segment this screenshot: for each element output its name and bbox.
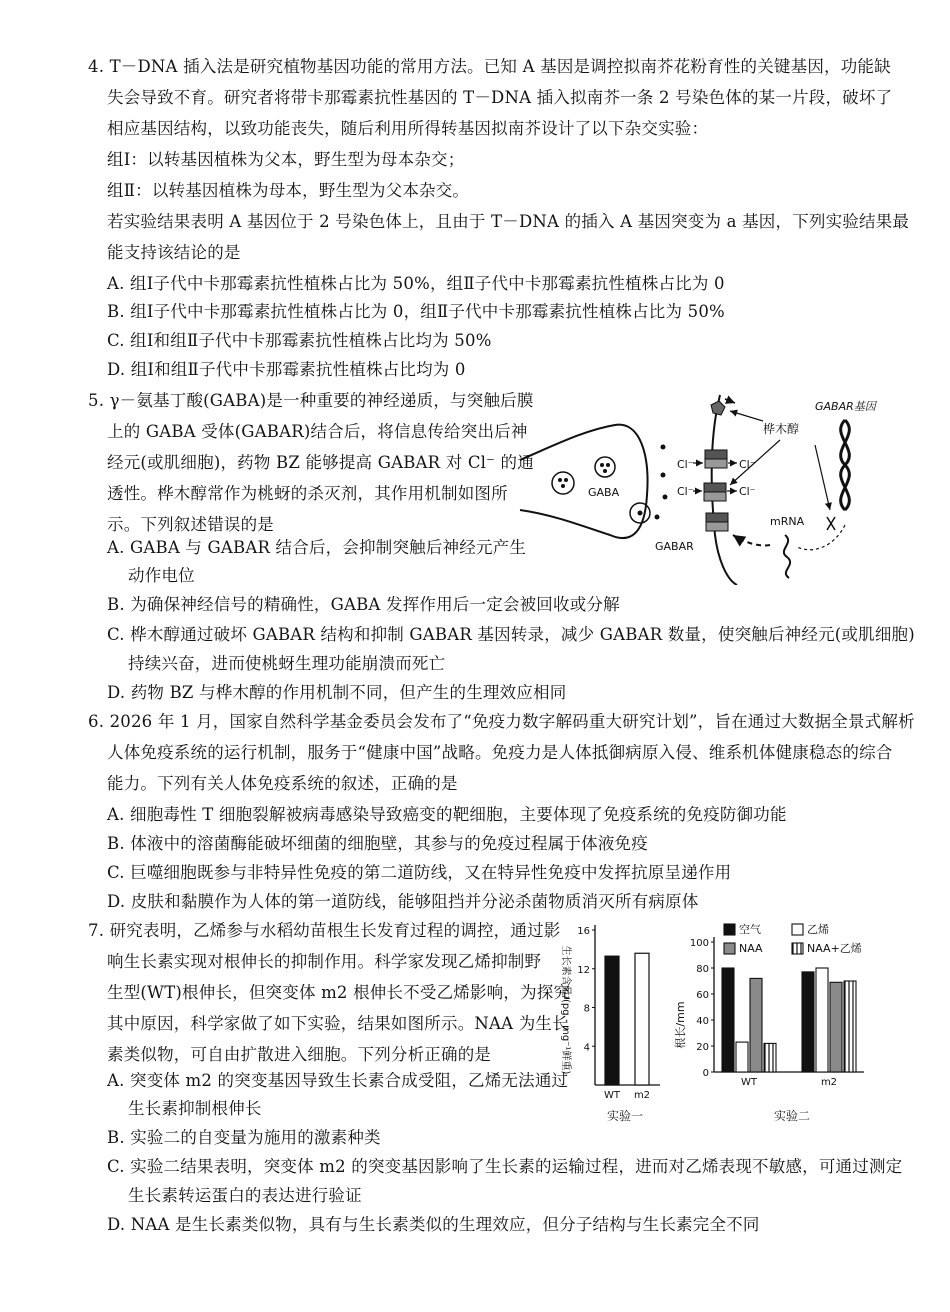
chart2-bar-WT-NAA	[750, 978, 762, 1072]
q4-stem-line: 失会导致不育。研究者将带卡那霉素抗性基因的 T－DNA 插入拟南芥一条 2 号染色体的某一片段，破坏了	[107, 88, 893, 107]
chart2-y-tick-label: 80	[696, 964, 709, 975]
q4-stem-line: 4. T－DNA 插入法是研究植物基因功能的常用方法。已知 A 基因是调控拟南芥花粉育性的关键基因，功能缺	[88, 57, 891, 76]
q6-option-c: C. 巨噬细胞既参与非特异性免疫的第二道防线，又在特异性免疫中发挥抗原呈递作用	[107, 863, 732, 882]
q6-stem-line: 人体免疫系统的运行机制，服务于“健康中国”战略。免疫力是人体抵御病原入侵、维系机体健康稳态的综合	[107, 743, 893, 762]
q7-stem-line: 素类似物，可自由扩散进入细胞。下列分析正确的是	[107, 1045, 492, 1064]
chart1-y-axis-label: 生长素含量/(pg · mg⁻¹鲜重)	[560, 945, 571, 1075]
q7-option-a: A. 突变体 m2 的突变基因导致生长素合成受阻，乙烯无法通过	[107, 1071, 569, 1090]
mrna-label: mRNA	[770, 515, 805, 528]
chart1-title: 实验一	[606, 1109, 644, 1123]
q5-stem-line: 透性。桦木醇常作为桃蚜的杀灭剂，其作用机制如图所	[107, 484, 508, 503]
q6-option-d: D. 皮肤和黏膜作为人体的第一道防线，能够阻挡并分泌杀菌物质消灭所有病原体	[107, 892, 699, 911]
q4-option-b: B. 组Ⅰ子代中卡那霉素抗性植株占比为 0，组Ⅱ子代中卡那霉素抗性植株占比为 50%	[107, 302, 725, 321]
cl-ion-label: Cl⁻	[739, 458, 756, 471]
q4-option-d: D. 组Ⅰ和组Ⅱ子代中卡那霉素抗性植株占比均为 0	[107, 360, 466, 379]
drug-label: 桦木醇	[763, 422, 800, 436]
chart-experiment-2	[672, 915, 882, 1130]
dna-double-helix	[841, 420, 850, 510]
q7-option-a-cont: 生长素抑制根伸长	[128, 1099, 262, 1118]
q6-option-b: B. 体液中的溶菌酶能破坏细菌的细胞壁，其参与的免疫过程属于体液免疫	[107, 834, 648, 853]
gabar-receptor	[706, 513, 728, 531]
chart1-y-tick-label: 8	[583, 1003, 590, 1015]
gene-label: GABAR基因	[815, 400, 876, 413]
cl-ion-label: Cl⁻	[677, 485, 694, 498]
chart2-bar-m2-空气	[802, 972, 814, 1072]
q4-stem-line: 能支持该结论的是	[107, 243, 241, 262]
chart2-bar-WT-NAA+乙烯	[764, 1043, 776, 1072]
synapse-diagram	[515, 385, 885, 585]
q6-stem-line: 能力。下列有关人体免疫系统的叙述，正确的是	[107, 774, 458, 793]
chart1-y-tick-label: 12	[577, 964, 590, 976]
q5-option-a: A. GABA 与 GABAR 结合后，会抑制突触后神经元产生	[107, 538, 527, 557]
chart2-y-tick-label: 60	[696, 990, 709, 1001]
q4-option-a: A. 组Ⅰ子代中卡那霉素抗性植株占比为 50%，组Ⅱ子代中卡那霉素抗性植株占比为 0	[107, 274, 725, 293]
chart2-bar-WT-乙烯	[736, 1042, 748, 1072]
q5-stem-line: 上的 GABA 受体(GABAR)结合后，将信息传给突出后神	[107, 422, 528, 441]
chart2-legend-swatch	[792, 924, 803, 935]
chart2-legend-label: 空气	[739, 923, 761, 936]
q4-group-2: 组Ⅱ：以转基因植株为母本，野生型为父本杂交。	[107, 181, 470, 200]
vesicle	[595, 457, 615, 477]
chart2-title: 实验二	[773, 1109, 811, 1123]
q6-option-a: A. 细胞毒性 T 细胞裂解被病毒感染导致癌变的靶细胞，主要体现了免疫系统的免疫防御功能	[107, 805, 787, 824]
q7-option-c: C. 实验二结果表明，突变体 m2 的突变基因影响了生长素的运输过程，进而对乙烯表现不敏感，可通过测定	[107, 1157, 903, 1176]
q7-stem-line: 7. 研究表明，乙烯参与水稻幼苗根生长发育过程的调控，通过影	[88, 921, 561, 940]
presynaptic-terminal	[520, 425, 648, 538]
q5-option-a-cont: 动作电位	[128, 566, 195, 585]
chart1-x-tick-label: m2	[633, 1090, 651, 1101]
gaba-label: GABA	[588, 486, 620, 499]
q4-option-c: C. 组Ⅰ和组Ⅱ子代中卡那霉素抗性植株占比均为 50%	[107, 331, 492, 350]
q5-option-c: C. 桦木醇通过破坏 GABAR 结构和抑制 GABAR 基因转录，减少 GABAR 数量，使突触后神经元(或肌细胞)	[107, 625, 915, 644]
chart2-legend-label: 乙烯	[807, 923, 829, 936]
chart1-bar-WT	[605, 956, 619, 1085]
chart2-legend-swatch	[724, 924, 735, 935]
chart2-legend-swatch	[792, 943, 803, 954]
q7-stem-line: 响生长素实现对根伸长的抑制作用。科学家发现乙烯抑制野	[107, 952, 542, 971]
q5-option-c-cont: 持续兴奋，进而使桃蚜生理功能崩溃而死亡	[128, 654, 446, 673]
q5-option-b: B. 为确保神经信号的精确性，GABA 发挥作用后一定会被回收或分解	[107, 595, 620, 614]
gabar-receptor	[704, 483, 726, 501]
chart2-y-tick-label: 40	[696, 1016, 709, 1027]
q7-option-c-cont: 生长素转运蛋白的表达进行验证	[128, 1186, 362, 1205]
q5-stem-line: 示。下列叙述错误的是	[107, 515, 274, 534]
q5-stem-line: 5. γ－氨基丁酸(GABA)是一种重要的神经递质，与突触后膜	[88, 391, 534, 410]
chart2-y-tick-label: 20	[696, 1042, 709, 1053]
vesicle	[552, 472, 574, 494]
gabar-label: GABAR	[655, 540, 694, 553]
chart2-legend-label: NAA	[739, 942, 763, 955]
q7-option-d: D. NAA 是生长素类似物，具有与生长素类似的生理效应，但分子结构与生长素完全不同	[107, 1215, 760, 1234]
chart-experiment-1	[550, 915, 670, 1130]
vesicle-fusing	[630, 503, 650, 523]
chart2-x-tick-label: m2	[820, 1077, 838, 1088]
q4-group-1: 组Ⅰ：以转基因植株为父本，野生型为母本杂交；	[107, 150, 465, 169]
gabar-receptor	[705, 450, 727, 468]
q4-stem-line: 若实验结果表明 A 基因位于 2 号染色体上，且由于 T－DNA 的插入 A 基因突变为 a 基因，下列实验结果最	[107, 212, 910, 231]
chart1-y-tick-label: 4	[583, 1042, 590, 1054]
q7-option-b: B. 实验二的自变量为施用的激素种类	[107, 1128, 381, 1147]
chart1-x-tick-label: WT	[604, 1090, 620, 1101]
q4-stem-line: 相应基因结构，以致功能丧失，随后利用所得转基因拟南芥设计了以下杂交实验：	[107, 119, 709, 138]
chart2-bar-m2-乙烯	[816, 968, 828, 1072]
chart2-y-tick-label: 100	[689, 938, 709, 949]
chart1-bar-m2	[635, 953, 649, 1085]
cl-ion-label: Cl⁻	[739, 485, 756, 498]
chart2-x-tick-label: WT	[741, 1077, 757, 1088]
q7-stem-line: 其中原因，科学家做了如下实验，结果如图所示。NAA 为生长	[107, 1014, 569, 1033]
q7-stem-line: 生型(WT)根伸长，但突变体 m2 根伸长不受乙烯影响，为探究	[107, 983, 571, 1002]
chart2-bar-m2-NAA+乙烯	[844, 981, 856, 1072]
q6-stem-line: 6. 2026 年 1 月，国家自然科学基金委员会发布了“免疫力数字解码重大研究计划”，旨在通过大数据全景式解析	[88, 712, 915, 731]
chart1-y-tick-label: 16	[577, 926, 590, 937]
gabar-receptor-damaged	[711, 399, 735, 415]
chart2-legend-swatch	[724, 943, 735, 954]
mrna-strand	[784, 535, 790, 578]
chart2-y-axis-label: 根长/mm	[674, 1001, 687, 1049]
chart2-bar-m2-NAA	[830, 982, 842, 1072]
q5-stem-line: 经元(或肌细胞)，药物 BZ 能够提高 GABAR 对 Cl⁻ 的通	[107, 453, 534, 472]
cl-ion-label: Cl⁻	[677, 458, 694, 471]
q5-option-d: D. 药物 BZ 与桦木醇的作用机制不同，但产生的生理效应相同	[107, 683, 567, 702]
chart2-bar-WT-空气	[722, 968, 734, 1072]
chart2-legend-label: NAA+乙烯	[807, 942, 862, 955]
chart2-y-tick-label: 0	[702, 1068, 709, 1079]
